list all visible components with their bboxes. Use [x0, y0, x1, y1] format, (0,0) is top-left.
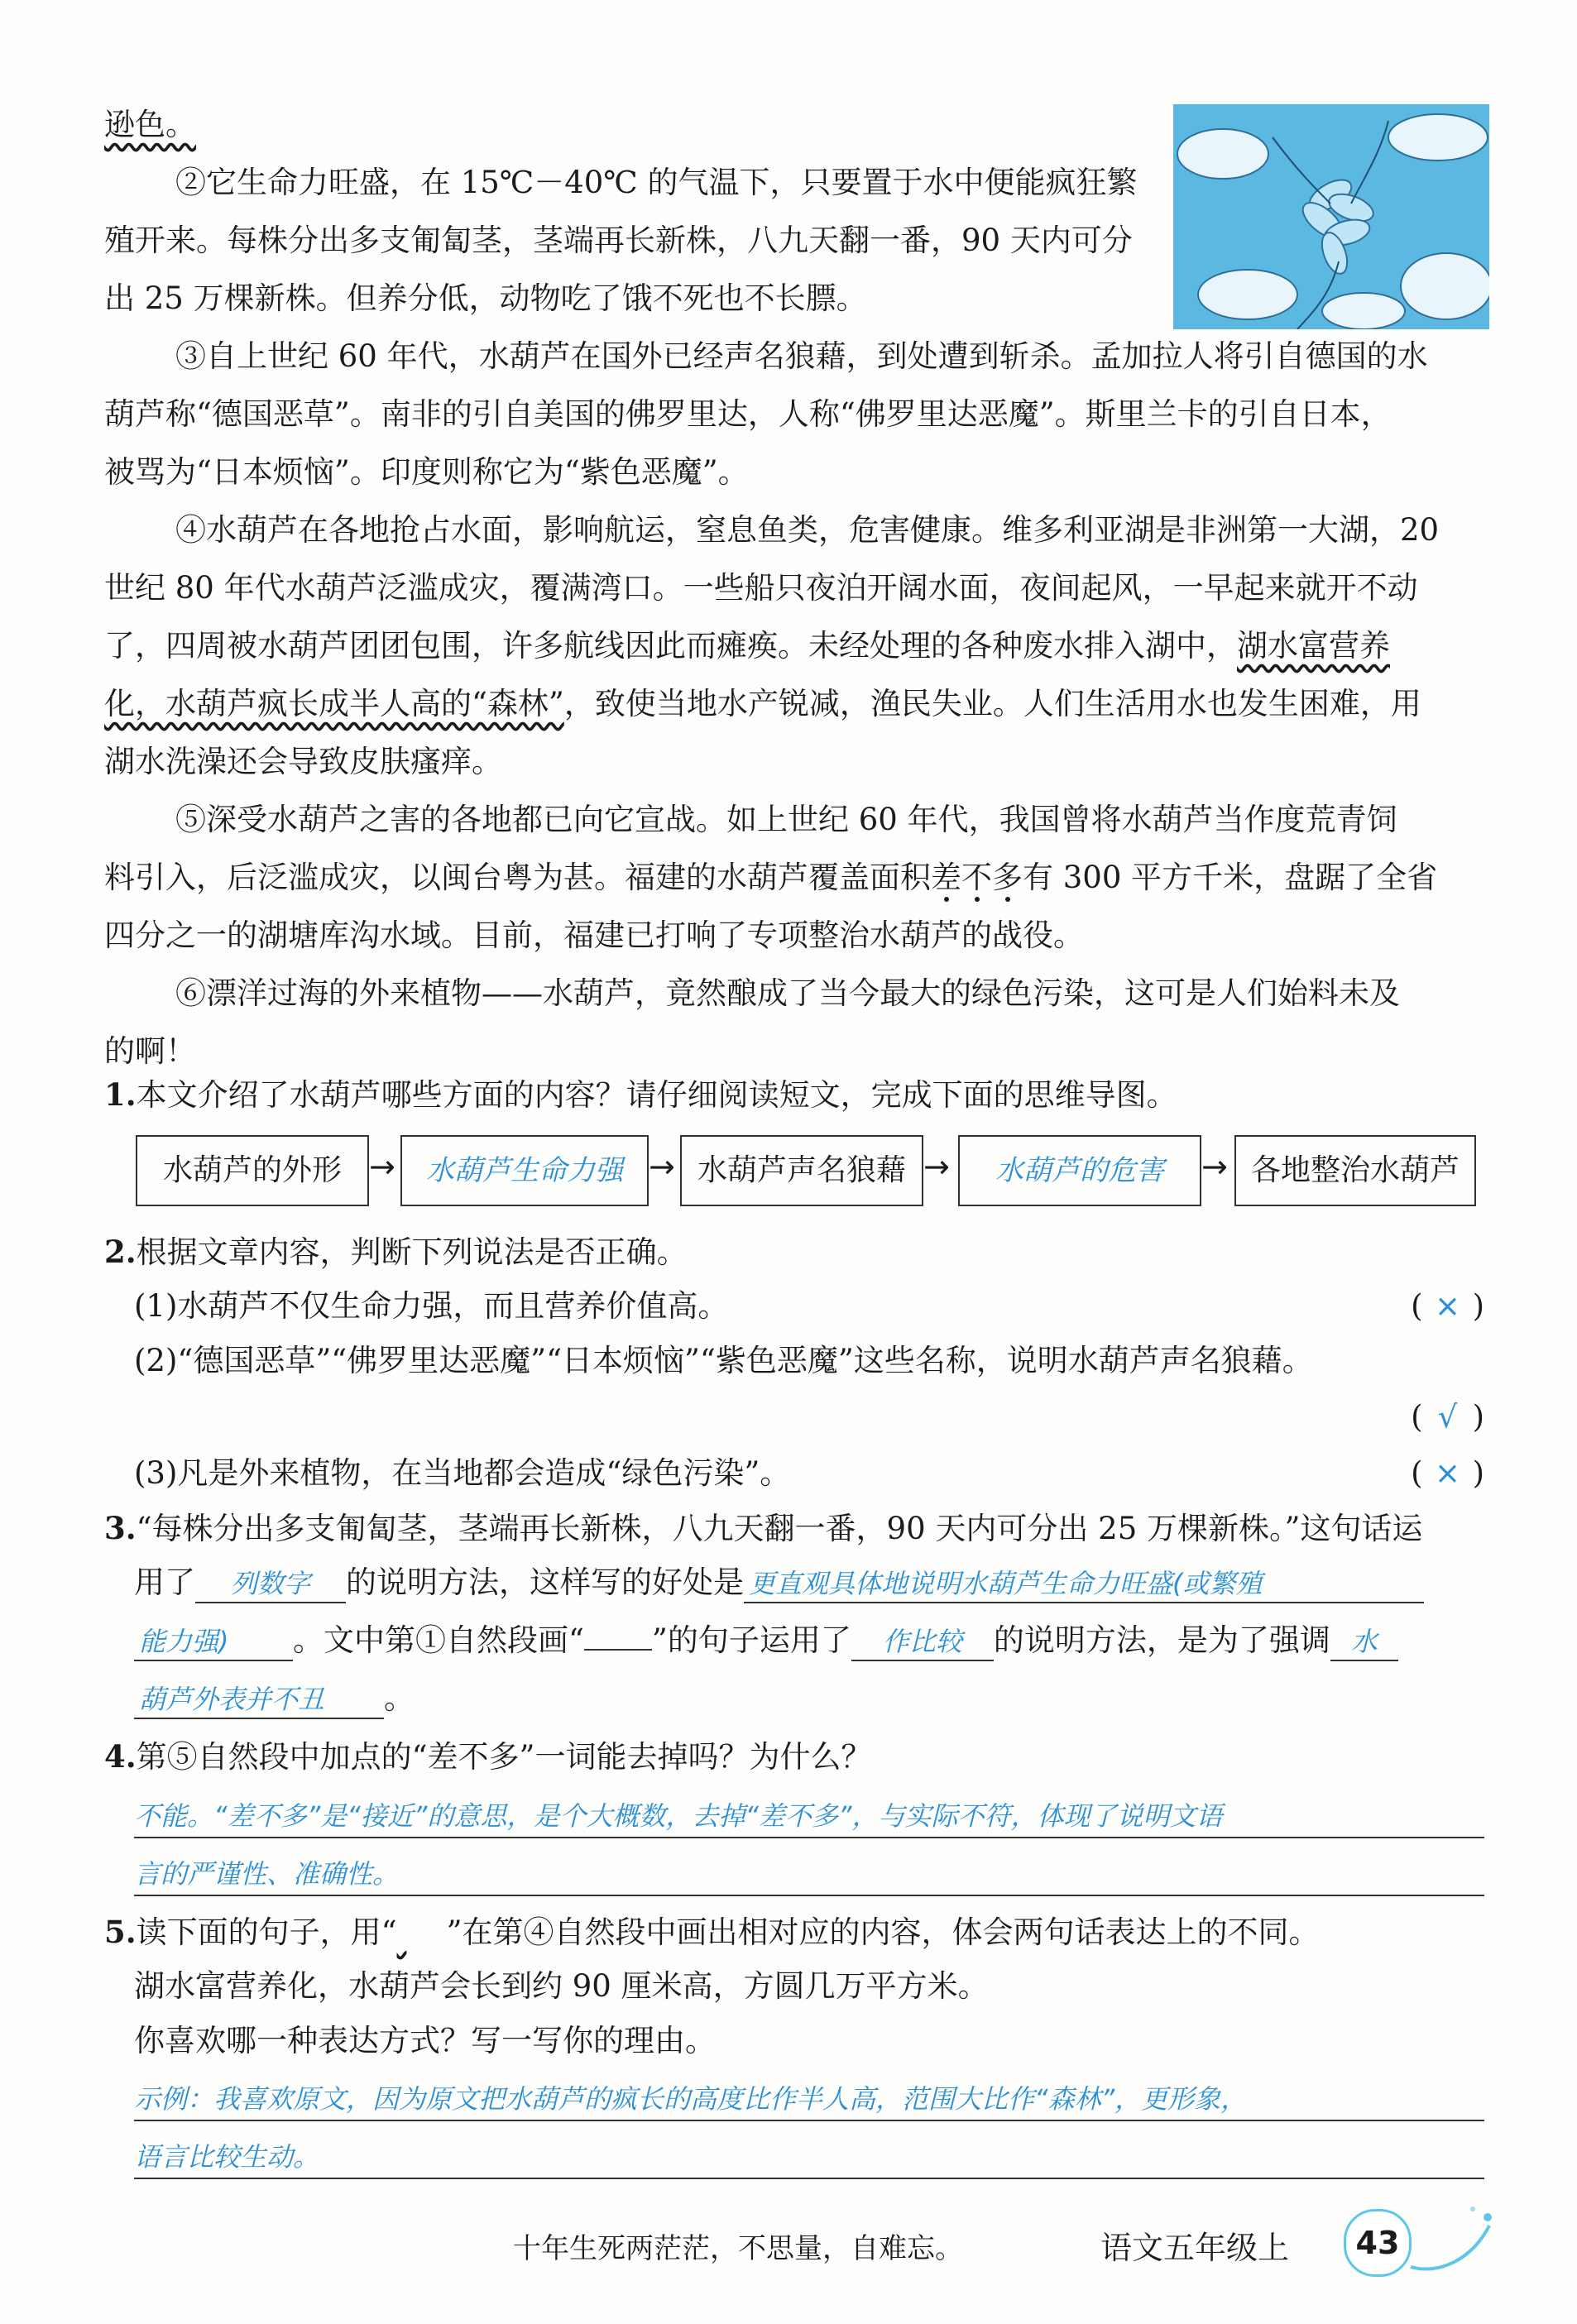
statement-1: (1)水葫芦不仅生命力强，而且营养价值高。 [134, 1288, 729, 1324]
question-number: 5. [104, 1914, 137, 1950]
paren: ( [1411, 1399, 1423, 1435]
blank-method-2[interactable]: 作比较 [851, 1623, 994, 1661]
mindmap-box-1: 水葫芦的外形 [136, 1135, 369, 1206]
question-text: 本文介绍了水葫芦哪些方面的内容？请仔细阅读短文，完成下面的思维导图。 [136, 1077, 1177, 1113]
flower-drawing [1173, 104, 1489, 329]
question-text: “每株分出多支匍匐茎，茎端再长新株，八九天翻一番，90 天内可分出 25 万棵新株。”这句话运 [136, 1511, 1423, 1546]
question-number: 1. [104, 1076, 137, 1113]
question-1 [104, 1074, 1177, 1116]
passage-line-4: 出 25 万棵新株。但养分低，动物吃了饿不死也不长膘。 [104, 280, 867, 316]
question-3 [104, 1507, 1422, 1550]
water-hyacinth-illustration [1173, 104, 1489, 329]
q3-line-4 [134, 1678, 415, 1719]
question-number: 2. [104, 1234, 137, 1270]
question-text: 根据文章内容，判断下列说法是否正确。 [136, 1234, 688, 1270]
paren: ) [1472, 1288, 1484, 1324]
paren: ( [1411, 1288, 1423, 1324]
mindmap-box-4[interactable]: 水葫芦的危害 [958, 1135, 1201, 1206]
arrow-right-icon: → [649, 1148, 675, 1185]
statement-2: (2)“德国恶草”“佛罗里达恶魔”“日本烦恼”“紫色恶魔”这些名称，说明水葫芦声名狼藉。 [134, 1343, 1313, 1378]
passage-text: 料引入，后泛滥成灾，以闽台粤为甚。福建的水葫芦覆盖面积 [104, 860, 931, 895]
answer-cross[interactable]: × [1435, 1288, 1461, 1324]
question-2 [104, 1231, 688, 1273]
question-text: 读下面的句子，用“ [136, 1914, 397, 1950]
q3-text: 。文中第①自然段画“ [293, 1622, 584, 1658]
answer-line-2[interactable]: 言的严谨性、准确性。 [134, 1853, 1484, 1896]
passage-text: ，致使当地水产锐减，渔民失业。人们生活用水也发生困难，用 [563, 686, 1421, 721]
passage-line-5: ③自上世纪 60 年代，水葫芦在国外已经声名狼藉，到处遭到斩杀。孟加拉人将引自德国的水 [175, 338, 1428, 374]
q3-line-2 [134, 1562, 1424, 1603]
passage-line-8: ④水葫芦在各地抢占水面，影响航运，窒息鱼类，危害健康。维多利亚湖是非洲第一大湖，20 [175, 512, 1440, 548]
arrow-right-icon: → [1201, 1148, 1228, 1185]
footer-quote: 十年生死两茫茫，不思量，自难忘。 [513, 2232, 963, 2265]
judgement-2 [1411, 1397, 1484, 1438]
blank-underline-sample [584, 1649, 652, 1651]
page-number: 43 [1344, 2209, 1412, 2277]
dotted-char: 多 [992, 860, 1023, 895]
blank-benefit[interactable]: 更直观具体地说明水葫芦生命力旺盛(或繁殖 [744, 1565, 1424, 1603]
paren: ( [1411, 1455, 1423, 1491]
answer-cross[interactable]: × [1435, 1455, 1461, 1491]
passage-line-13: ⑤深受水葫芦之害的各地都已向它宣战。如上世纪 60 年代，我国曾将水葫芦当作度荒青饲 [175, 802, 1397, 837]
q3-text: 的说明方法，是为了强调 [993, 1622, 1330, 1658]
statement-3: (3)凡是外来植物，在当地都会造成“绿色污染”。 [134, 1455, 791, 1491]
question-text: ”在第④自然段中画出相对应的内容，体会两句话表达上的不同。 [446, 1914, 1320, 1950]
dotted-char: 不 [961, 860, 992, 895]
question-4 [104, 1736, 871, 1778]
blank-emphasis[interactable]: 水 [1330, 1623, 1398, 1661]
decorative-swirl-icon [1407, 2192, 1498, 2283]
passage-line-6: 葫芦称“德国恶草”。南非的引自美国的佛罗里达，人称“佛罗里达恶魔”。斯里兰卡的引自日本， [104, 396, 1392, 432]
book-title: 语文五年级上 [1100, 2230, 1290, 2266]
passage-line-11 [104, 683, 1421, 725]
passage-line-3: 殖开来。每株分出多支匍匐茎，茎端再长新株，八九天翻一番，90 天内可分 [104, 223, 1133, 258]
passage-text: 了，四周被水葫芦团团包围，许多航线因此而瘫痪。未经处理的各种废水排入湖中， [104, 628, 1237, 664]
passage-line-17: 的啊！ [104, 1033, 196, 1069]
answer-line-1[interactable]: 不能。“差不多”是“接近”的意思，是个大概数，去掉“差不多”，与实际不符，体现了说明文语 [134, 1795, 1484, 1838]
judgement-1 [1411, 1286, 1484, 1327]
passage-line-16: ⑥漂洋过海的外来植物——水葫芦，竟然酿成了当今最大的绿色污染，这可是人们始料未及 [175, 975, 1400, 1011]
wavy-underlined-text: 化，水葫芦疯长成半人高的“森林” [104, 686, 564, 721]
answer-line-2[interactable]: 语言比较生动。 [134, 2136, 1484, 2179]
question-text: 第⑤自然段中加点的“差不多”一词能去掉吗？为什么？ [136, 1739, 872, 1775]
wavy-underlined-text: 湖水富营养 [1237, 628, 1390, 664]
mindmap-box-2[interactable]: 水葫芦生命力强 [400, 1135, 649, 1206]
passage-line-12: 湖水洗澡还会导致皮肤瘙痒。 [104, 744, 502, 779]
wavy-line-sample [397, 1912, 447, 1953]
answer-line-1[interactable]: 示例：我喜欢原文，因为原文把水葫芦的疯长的高度比作半人高，范围大比作“森林”，更形象， [134, 2078, 1484, 2121]
question-number: 4. [104, 1738, 137, 1775]
passage-line-1 [104, 104, 196, 146]
q5-prompt: 你喜欢哪一种表达方式？写一写你的理由。 [134, 2023, 716, 2058]
q5-sentence: 湖水富营养化，水葫芦会长到约 90 厘米高，方圆几万平方米。 [134, 1968, 989, 2004]
q3-line-3 [134, 1620, 1398, 1661]
passage-line-10 [104, 625, 1390, 667]
q3-text: ”的句子运用了 [651, 1622, 851, 1658]
blank-method-1[interactable]: 列数字 [195, 1565, 346, 1603]
blank-emphasis-cont[interactable]: 葫芦外表并不丑 [134, 1681, 384, 1719]
answer-check[interactable]: √ [1437, 1399, 1458, 1435]
question-5 [104, 1911, 1319, 1953]
paren: ) [1472, 1399, 1484, 1435]
mindmap-box-3: 水葫芦声名狼藉 [680, 1135, 923, 1206]
arrow-right-icon: → [369, 1148, 395, 1185]
paren: ) [1472, 1455, 1484, 1491]
mindmap-box-5: 各地整治水葫芦 [1234, 1135, 1476, 1206]
passage-line-15: 四分之一的湖塘库沟水域。目前，福建已打响了专项整治水葫芦的战役。 [104, 918, 1084, 953]
q3-text: 用了 [134, 1565, 195, 1600]
judgement-3 [1411, 1453, 1484, 1494]
passage-line-7: 被骂为“日本烦恼”。印度则称它为“紫色恶魔”。 [104, 454, 749, 490]
blank-benefit-cont[interactable]: 能力强) [134, 1623, 293, 1661]
arrow-right-icon: → [923, 1148, 950, 1185]
question-number: 3. [104, 1510, 137, 1546]
passage-text: 有 300 平方千米，盘踞了全省 [1023, 860, 1438, 895]
q3-text: 的说明方法，这样写的好处是 [346, 1565, 744, 1600]
dotted-char: 差 [931, 860, 961, 895]
passage-line-9: 世纪 80 年代水葫芦泛滥成灾，覆满湾口。一些船只夜泊开阔水面，夜间起风，一早起来就开不动 [104, 570, 1418, 606]
q3-text: 。 [384, 1680, 415, 1716]
wavy-underlined-text: 逊色。 [104, 107, 196, 142]
passage-line-2: ②它生命力旺盛，在 15℃－40℃ 的气温下，只要置于水中便能疯狂繁 [175, 165, 1138, 200]
passage-line-14 [104, 857, 1437, 898]
